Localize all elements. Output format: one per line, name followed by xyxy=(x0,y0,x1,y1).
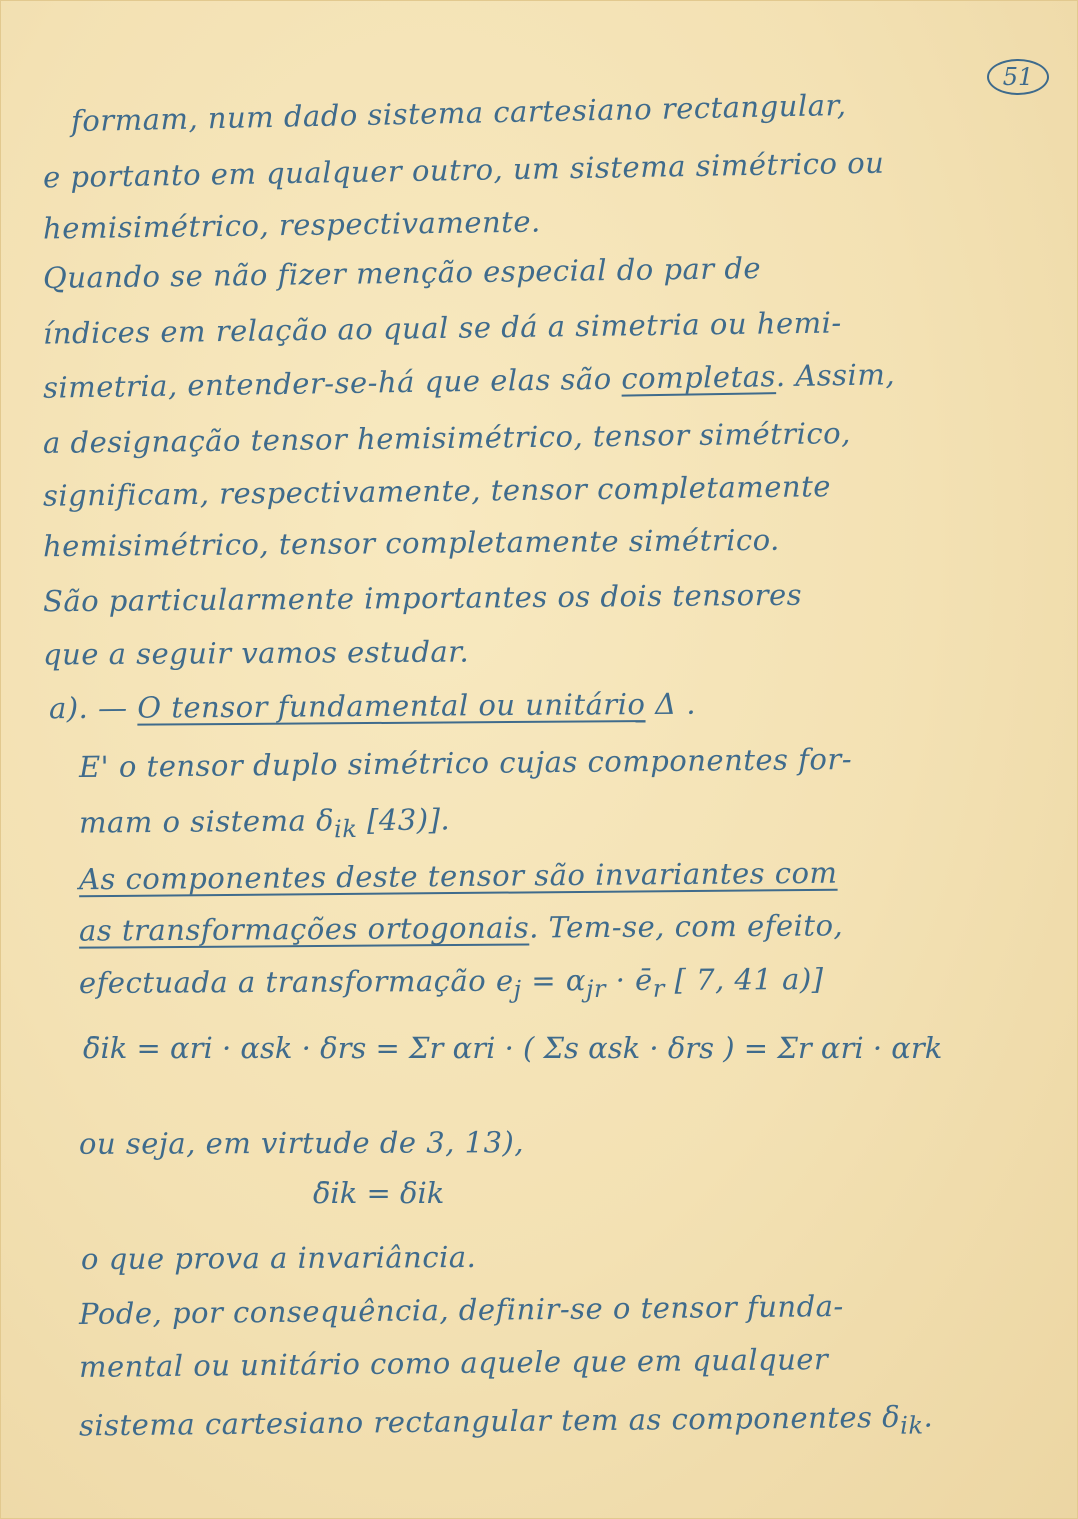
section-label: a). — xyxy=(48,690,138,726)
text-segment: = α xyxy=(521,963,586,998)
text-segment: sistema cartesiano rectangular tem as componentes δ xyxy=(78,1399,901,1443)
text-segment: · ē xyxy=(605,962,653,998)
text-segment: simetria, entender-se-há que elas são xyxy=(42,361,612,405)
section-symbol: Δ . xyxy=(645,686,697,722)
text-line: mental ou unitário como aquele que em qualquer xyxy=(78,1342,829,1384)
text-segment: mam o sistema δ xyxy=(78,803,335,840)
text-line xyxy=(79,962,824,1006)
text-line: São particularmente importantes os dois tensores xyxy=(42,577,803,619)
text-segment: . Tem-se, com efeito, xyxy=(529,908,844,945)
text-line xyxy=(79,802,451,845)
text-segment: [43)]. xyxy=(357,802,451,838)
text-line: a designação tensor hemisimétrico, tensor simétrico, xyxy=(42,416,852,460)
text-line: o que prova a invariância. xyxy=(80,1239,477,1277)
emphasis-line: As componentes deste tensor são invariantes com xyxy=(78,855,838,897)
section-heading xyxy=(49,687,696,726)
text-segment: [ 7, 41 a)] xyxy=(664,962,824,997)
text-line: significam, respectivamente, tensor completamente xyxy=(42,469,832,513)
text-line: E' o tensor duplo simétrico cujas componentes for- xyxy=(78,741,853,785)
page-number: 51 xyxy=(987,59,1049,95)
text-line: formam, num dado sistema cartesiano rectangular, xyxy=(70,87,847,139)
text-segment: . Assim, xyxy=(775,357,896,394)
equation: δ̄ik = αri · αsk · δrs = Σr αri · ( Σs αsk · δrs ) = Σr αri · αrk xyxy=(83,1031,943,1065)
subscript: ik xyxy=(900,1411,924,1440)
section-title: O tensor fundamental ou unitário xyxy=(137,687,646,725)
subscript: r xyxy=(652,974,665,1003)
underlined-term: as transformações ortogonais xyxy=(78,910,530,948)
text-line: Pode, por consequência, definir-se o tensor funda- xyxy=(78,1288,844,1332)
text-line xyxy=(79,908,843,947)
text-line: hemisimétrico, respectivamente. xyxy=(42,204,541,246)
text-line: hemisimétrico, tensor completamente simétrico. xyxy=(42,522,780,564)
text-line xyxy=(79,1400,934,1449)
text-segment: efectuada a transformação e xyxy=(78,963,514,1000)
text-line: que a seguir vamos estudar. xyxy=(42,634,470,672)
equation: δ̄ik = δik xyxy=(313,1176,445,1210)
underlined-term: completas xyxy=(621,359,777,396)
subscript: jr xyxy=(585,974,607,1004)
text-segment: . xyxy=(923,1399,934,1434)
subscript: j xyxy=(513,975,522,1004)
text-line: e portanto em qualquer outro, um sistema simétrico ou xyxy=(42,145,885,195)
text-line: índices em relação ao qual se dá a simetria ou hemi- xyxy=(42,305,842,351)
text-line: Quando se não fizer menção especial do par de xyxy=(42,250,762,296)
text-line xyxy=(43,357,895,404)
text-line: ou seja, em virtude de 3, 13), xyxy=(78,1125,525,1161)
subscript: ik xyxy=(333,814,358,844)
